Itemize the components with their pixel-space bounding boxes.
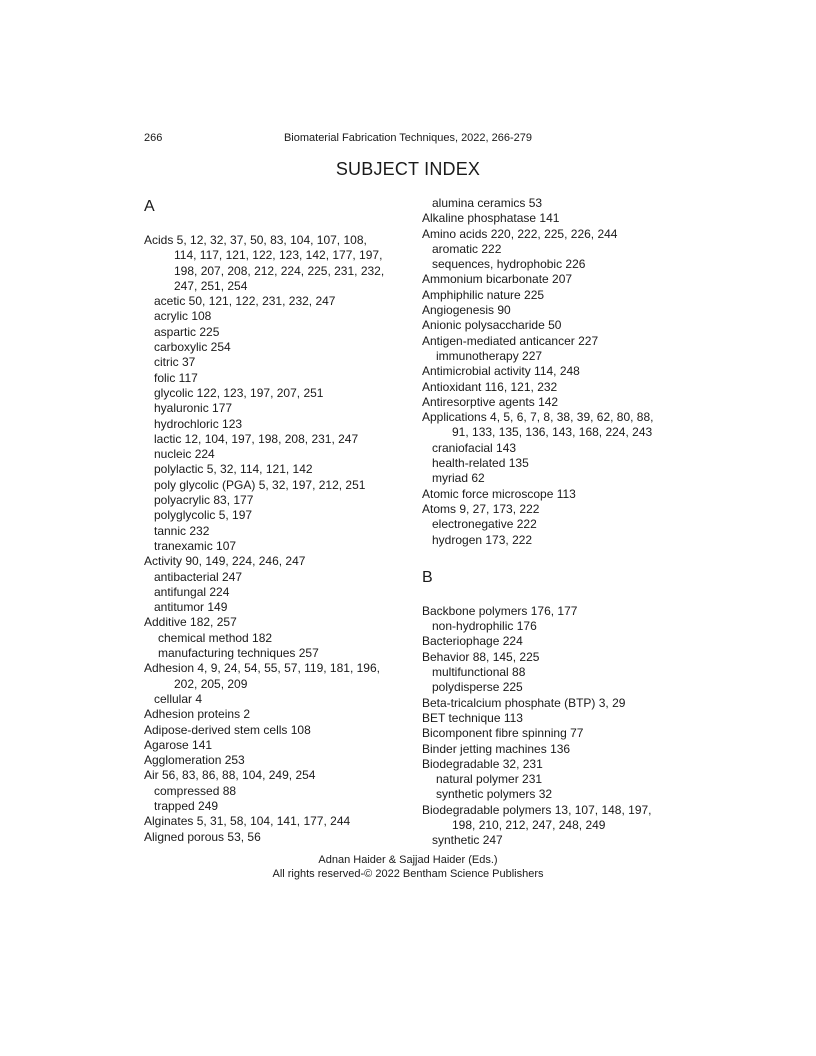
index-entry: Bicomponent fibre spinning 77 — [422, 726, 584, 741]
index-entry: Antiresorptive agents 142 — [422, 394, 559, 409]
index-subentry: citric 37 — [154, 355, 196, 370]
index-subentry: trapped 249 — [154, 798, 219, 813]
index-subentry: hydrogen 173, 222 — [432, 532, 533, 547]
footer-editors: Adnan Haider & Sajjad Haider (Eds.) — [318, 854, 498, 866]
index-entry: Air 56, 83, 86, 88, 104, 249, 254 — [144, 768, 316, 783]
index-entry: Biodegradable polymers 13, 107, 148, 197, — [422, 802, 652, 817]
index-subentry: multifunctional 88 — [432, 665, 526, 680]
index-entry: Antigen-mediated anticancer 227 — [422, 333, 599, 348]
index-entry: Angiogenesis 90 — [422, 303, 511, 318]
index-subentry: manufacturing techniques 257 — [158, 646, 319, 661]
index-entry: Alginates 5, 31, 58, 104, 141, 177, 244 — [144, 814, 351, 829]
spacer — [422, 588, 672, 604]
index-entry: Amino acids 220, 222, 225, 226, 244 — [422, 226, 618, 241]
index-subentry: antifungal 224 — [154, 584, 230, 599]
index-entry-continuation: 114, 117, 121, 122, 123, 142, 177, 197, — [174, 248, 383, 263]
index-entry: Bacteriophage 224 — [422, 634, 523, 649]
index-subentry: sequences, hydrophobic 226 — [432, 257, 586, 272]
index-entry: Applications 4, 5, 6, 7, 8, 38, 39, 62, 80, 88, — [422, 410, 654, 425]
index-entry: Alkaline phosphatase 141 — [422, 211, 560, 226]
spacer — [144, 217, 394, 233]
index-entry: Atoms 9, 27, 173, 222 — [422, 501, 540, 516]
index-subentry: acetic 50, 121, 122, 231, 232, 247 — [154, 294, 336, 309]
index-subentry: hydrochloric 123 — [154, 416, 243, 431]
index-entry-continuation: 247, 251, 254 — [174, 278, 248, 293]
index-subentry: non-hydrophilic 176 — [432, 619, 537, 634]
index-entry: Backbone polymers 176, 177 — [422, 603, 578, 618]
index-entry: Acids 5, 12, 32, 37, 50, 83, 104, 107, 108, — [144, 233, 367, 247]
index-entry: Behavior 88, 145, 225 — [422, 649, 540, 664]
index-subentry: carboxylic 254 — [154, 340, 231, 355]
index-subentry: glycolic 122, 123, 197, 207, 251 — [154, 385, 324, 400]
index-subentry: antibacterial 247 — [154, 569, 243, 584]
index-entry: Antimicrobial activity 114, 248 — [422, 364, 580, 379]
index-subentry: chemical method 182 — [158, 630, 273, 645]
index-entry: BET technique 113 — [422, 710, 523, 725]
index-entry: Adhesion 4, 9, 24, 54, 55, 57, 119, 181, 196, — [144, 661, 380, 676]
index-subentry: compressed 88 — [154, 783, 237, 798]
index-subentry: folic 117 — [154, 370, 198, 385]
index-subentry: tannic 232 — [154, 523, 210, 538]
index-subentry: synthetic polymers 32 — [436, 787, 553, 802]
index-subentry: acrylic 108 — [154, 309, 212, 324]
index-subentry: antitumor 149 — [154, 600, 228, 615]
index-entry: Beta-tricalcium phosphate (BTP) 3, 29 — [422, 695, 626, 710]
index-subentry: craniofacial 143 — [432, 440, 517, 455]
index-subentry: aromatic 222 — [432, 241, 502, 256]
index-entry: Agarose 141 — [144, 737, 213, 752]
index-subentry: synthetic 247 — [432, 833, 503, 848]
running-head: Biomaterial Fabrication Techniques, 2022, 266-279 — [283, 132, 533, 144]
index-subentry: polydisperse 225 — [432, 680, 523, 695]
index-entry: Biodegradable 32, 231 — [422, 756, 543, 771]
index-entry: Additive 182, 257 — [144, 615, 237, 630]
index-subentry: myriad 62 — [432, 471, 485, 486]
index-entry: Aligned porous 53, 56 — [144, 829, 261, 844]
index-entry: Amphiphilic nature 225 — [422, 287, 545, 302]
section-letter: A — [144, 198, 155, 215]
index-entry: Binder jetting machines 136 — [422, 741, 571, 756]
page-number: 266 — [144, 132, 163, 144]
index-subentry: polyglycolic 5, 197 — [154, 508, 253, 523]
index-entry: Adhesion proteins 2 — [144, 707, 251, 722]
index-entry-continuation: 198, 207, 208, 212, 224, 225, 231, 232, — [174, 263, 385, 278]
index-subentry: natural polymer 231 — [436, 772, 543, 787]
index-subentry: nucleic 224 — [154, 447, 215, 462]
index-entry-continuation: 91, 133, 135, 136, 143, 168, 224, 243 — [452, 425, 653, 440]
spacer — [422, 548, 672, 568]
index-entry: Antioxidant 116, 121, 232 — [422, 379, 558, 394]
index-subentry: hyaluronic 177 — [154, 401, 233, 416]
index-entry: Adipose-derived stem cells 108 — [144, 722, 311, 737]
index-subentry: tranexamic 107 — [154, 538, 237, 553]
section-letter: B — [422, 568, 433, 586]
index-entry: Atomic force microscope 113 — [422, 486, 576, 501]
index-entry: Ammonium bicarbonate 207 — [422, 272, 573, 287]
index-subentry: immunotherapy 227 — [436, 348, 543, 363]
index-entry: Agglomeration 253 — [144, 753, 245, 768]
index-entry-continuation: 198, 210, 212, 247, 248, 249 — [452, 817, 606, 832]
index-entry-continuation: 202, 205, 209 — [174, 676, 248, 691]
index-subentry: health-related 135 — [432, 456, 529, 471]
footer-rights: All rights reserved-© 2022 Bentham Science Publishers — [272, 868, 544, 880]
index-subentry: cellular 4 — [154, 691, 203, 706]
index-entry: Activity 90, 149, 224, 246, 247 — [144, 554, 306, 569]
index-subentry: aspartic 225 — [154, 324, 220, 339]
index-column-left — [144, 197, 394, 845]
index-subentry: alumina ceramics 53 — [432, 196, 543, 210]
index-entry: Anionic polysaccharide 50 — [422, 318, 562, 333]
index-subentry: lactic 12, 104, 197, 198, 208, 231, 247 — [154, 431, 359, 446]
index-subentry: polyacrylic 83, 177 — [154, 493, 254, 508]
index-column-right — [422, 196, 672, 849]
index-subentry: polylactic 5, 32, 114, 121, 142 — [154, 462, 313, 477]
page-title: SUBJECT INDEX — [335, 159, 481, 179]
index-subentry: poly glycolic (PGA) 5, 32, 197, 212, 251 — [154, 477, 366, 492]
index-subentry: electronegative 222 — [432, 517, 537, 532]
